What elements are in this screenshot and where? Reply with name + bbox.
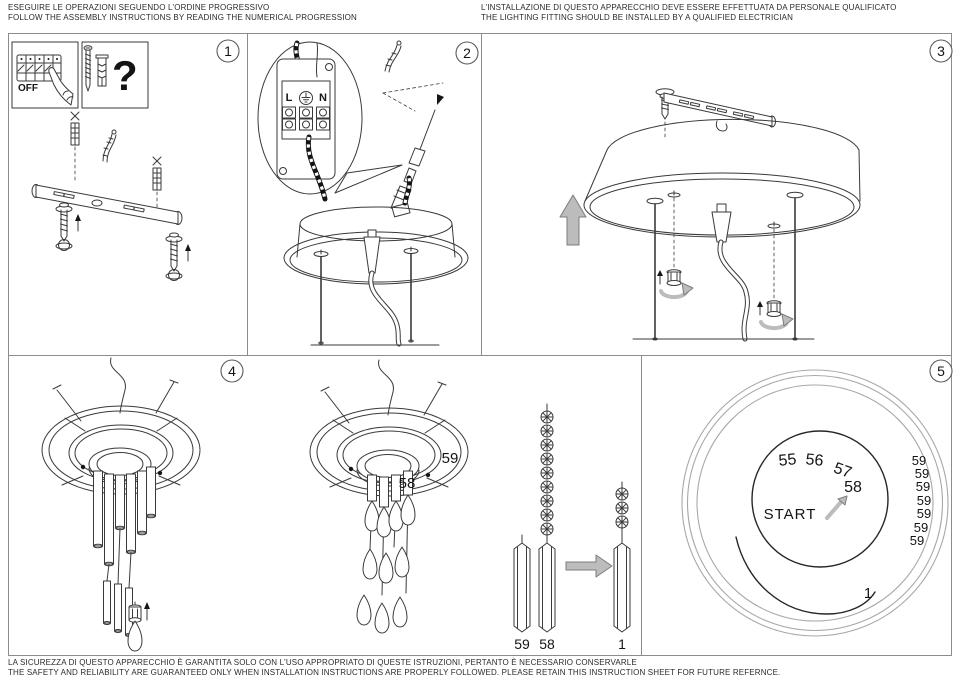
cable-icon <box>385 41 401 72</box>
svg-text:5: 5 <box>937 363 945 379</box>
ring-label-59: 59 <box>916 493 932 508</box>
bead-chain-rod-58 <box>539 543 555 632</box>
header-left-line2: FOLLOW THE ASSEMBLY INSTRUCTIONS BY READING THE NUMERICAL PROGRESSION <box>8 13 357 22</box>
ring-label-59: 59 <box>913 520 929 535</box>
callout-59: 59 <box>441 450 459 467</box>
part-label-58: 58 <box>539 636 555 652</box>
up-arrow-icon <box>144 602 150 620</box>
mounting-bracket-drawing <box>32 112 191 281</box>
order-label-57: 57 <box>831 459 854 482</box>
panel-3-hang-canopy <box>481 33 952 355</box>
terminal-block-magnifier <box>258 42 402 199</box>
combine-arrow-icon <box>566 555 612 577</box>
footer-line2: THE SAFETY AND RELIABILITY ARE GUARANTEED ONLY WHEN INSTALLATION INSTRUCTIONS ARE PROPERLY FOLLOWED. PLEASE RETAIN THIS INSTRUCTION SHEET FOR FUTURE REFERNCE. <box>8 668 781 677</box>
part-label-1: 1 <box>618 636 626 652</box>
hanging-order-diagram <box>682 370 948 636</box>
start-arrow-icon <box>827 496 847 518</box>
fixture-underside-tubes <box>42 358 200 651</box>
locking-collar-right <box>757 222 793 328</box>
canopy-dome-drawing <box>584 119 860 340</box>
power-off-icon <box>12 42 78 108</box>
order-label-56: 56 <box>804 451 825 470</box>
ceiling-canopy-drawing <box>284 178 468 345</box>
part-label-59: 59 <box>514 636 530 652</box>
loop-end-label-1: 1 <box>863 585 873 602</box>
ring-label-59: 59 <box>915 479 931 494</box>
svg-text:3: 3 <box>937 43 945 59</box>
svg-text:1: 1 <box>224 43 232 59</box>
terminal-l-label: L <box>285 92 293 104</box>
footer-line1: LA SICUREZZA DI QUESTO APPARECCHIO È GARANTITA SOLO CON L'USO APPROPRIATO DI QUESTE ISTRUZIONI, PERTANTO È NECESSARIO CONSERVARLE <box>8 658 637 667</box>
off-label: OFF <box>18 83 38 94</box>
start-label: START <box>763 506 817 523</box>
ring-label-59: 59 <box>914 466 930 481</box>
bottom-rule <box>8 655 952 656</box>
header-right-line1: L'INSTALLAZIONE DI QUESTO APPARECCHIO DEVE ESSERE EFFETTUATA DA PERSONALE QUALIFICATO <box>481 3 897 12</box>
crystal-parts-assembly <box>514 404 630 652</box>
svg-text:4: 4 <box>228 363 236 379</box>
ring-label-59: 59 <box>911 453 927 468</box>
locking-collar-left <box>657 191 693 297</box>
lamp-socket <box>129 602 141 622</box>
ring-label-59: 59 <box>909 533 925 548</box>
panel-number-badge <box>221 360 243 382</box>
panel-5-hanging-order <box>641 355 952 655</box>
fixing-screw <box>166 233 182 281</box>
footer <box>8 658 780 678</box>
panel-number-badge <box>930 360 952 382</box>
panel-number-badge <box>456 42 478 64</box>
up-arrow-icon <box>185 244 191 261</box>
panel-4-tubes-and-bulbs <box>8 355 641 655</box>
assembled-pendant-1 <box>614 543 630 632</box>
svg-text:2: 2 <box>463 45 471 61</box>
order-label-55: 55 <box>777 451 798 470</box>
panel-1-mount-bracket <box>8 33 247 355</box>
cable-icon <box>103 130 116 162</box>
bracket-and-screw <box>656 89 776 139</box>
header-left-line1: ESEGUIRE LE OPERAZIONI SEGUENDO L'ORDINE PROGRESSIVO <box>8 3 270 12</box>
prism-rod-59 <box>514 543 530 632</box>
question-mark-label: ? <box>112 52 138 99</box>
screwdriver-icon <box>391 94 444 212</box>
ring-label-59: 59 <box>916 506 932 521</box>
panel-2-wiring <box>247 33 481 355</box>
order-label-58: 58 <box>844 479 862 496</box>
fixing-screw <box>56 203 72 251</box>
up-arrow-icon <box>75 214 81 231</box>
screw-anchor-question-icon <box>82 42 148 108</box>
header-right-line2: THE LIGHTING FITTING SHOULD BE INSTALLED BY A QUALIFIED ELECTRICIAN <box>481 13 794 22</box>
fixture-underside-bulbs <box>310 360 468 633</box>
header-left <box>8 3 357 23</box>
callout-58: 58 <box>398 475 416 492</box>
header-right <box>481 3 897 23</box>
lift-arrow-icon <box>560 195 586 245</box>
panel-number-badge <box>217 40 239 62</box>
terminal-n-label: N <box>319 92 327 104</box>
panel-number-badge <box>930 40 952 62</box>
